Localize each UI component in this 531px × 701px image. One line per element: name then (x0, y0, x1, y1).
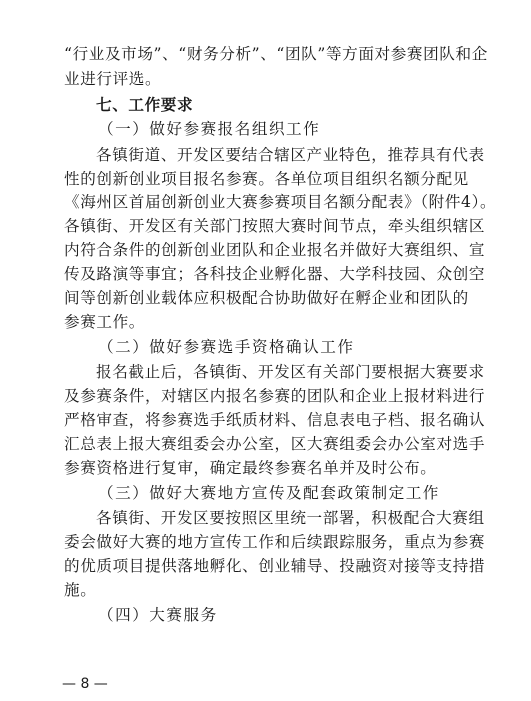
body-line: 《海州区首届创新创业大赛参赛项目名额分配表》（附件4）。 (64, 193, 497, 211)
subsection-heading: （四）大赛服务 (98, 606, 218, 624)
body-line: 性的创新创业项目报名参赛。各单位项目组织名额分配见 (64, 170, 469, 188)
body-line: 各镇街、开发区有关部门按照大赛时间节点，牵头组织辖区 (64, 217, 486, 235)
body-line: 业进行评选。 (64, 70, 162, 88)
subsection-heading: （三）做好大赛地方宣传及配套政策制定工作 (98, 484, 440, 502)
body-line: 的优质项目提供落地孵化、创业辅导、投融资对接等支持措 (64, 557, 486, 575)
subsection-heading: （一）做好参赛报名组织工作 (98, 120, 321, 138)
body-line: 参赛工作。 (64, 313, 145, 331)
body-line: 施。 (64, 581, 97, 599)
body-line: “行业及市场”、“财务分析”、“团队”等方面对参赛团队和企 (64, 45, 488, 63)
body-line: 及参赛条件，对辖区内报名参赛的团队和企业上报材料进行 (64, 387, 486, 405)
body-line: 报名截止后，各镇街、开发区有关部门要根据大赛要求 (96, 363, 485, 381)
subsection-heading: （二）做好参赛选手资格确认工作 (98, 338, 355, 356)
section-heading: 七、工作要求 (96, 95, 194, 114)
body-line: 间等创新创业载体应积极配合协助做好在孵企业和团队的 (64, 289, 469, 307)
body-line: 汇总表上报大赛组委会办公室，区大赛组委会办公室对选手 (64, 435, 486, 453)
body-line: 各镇街、开发区要按照区里统一部署，积极配合大赛组 (96, 509, 485, 527)
body-line: 传及路演等事宜；各科技企业孵化器、大学科技园、众创空 (64, 265, 486, 283)
page-number: — 8 — (62, 676, 108, 692)
body-line: 参赛资格进行复审，确定最终参赛名单并及时公布。 (64, 459, 437, 477)
body-line: 各镇街道、开发区要结合辖区产业特色，推荐具有代表 (96, 146, 485, 164)
body-line: 委会做好大赛的地方宣传工作和后续跟踪服务，重点为参赛 (64, 533, 486, 551)
body-line: 内符合条件的创新创业团队和企业报名并做好大赛组织、宣 (64, 241, 486, 259)
body-line: 严格审查，将参赛选手纸质材料、信息表电子档、报名确认 (64, 411, 486, 429)
